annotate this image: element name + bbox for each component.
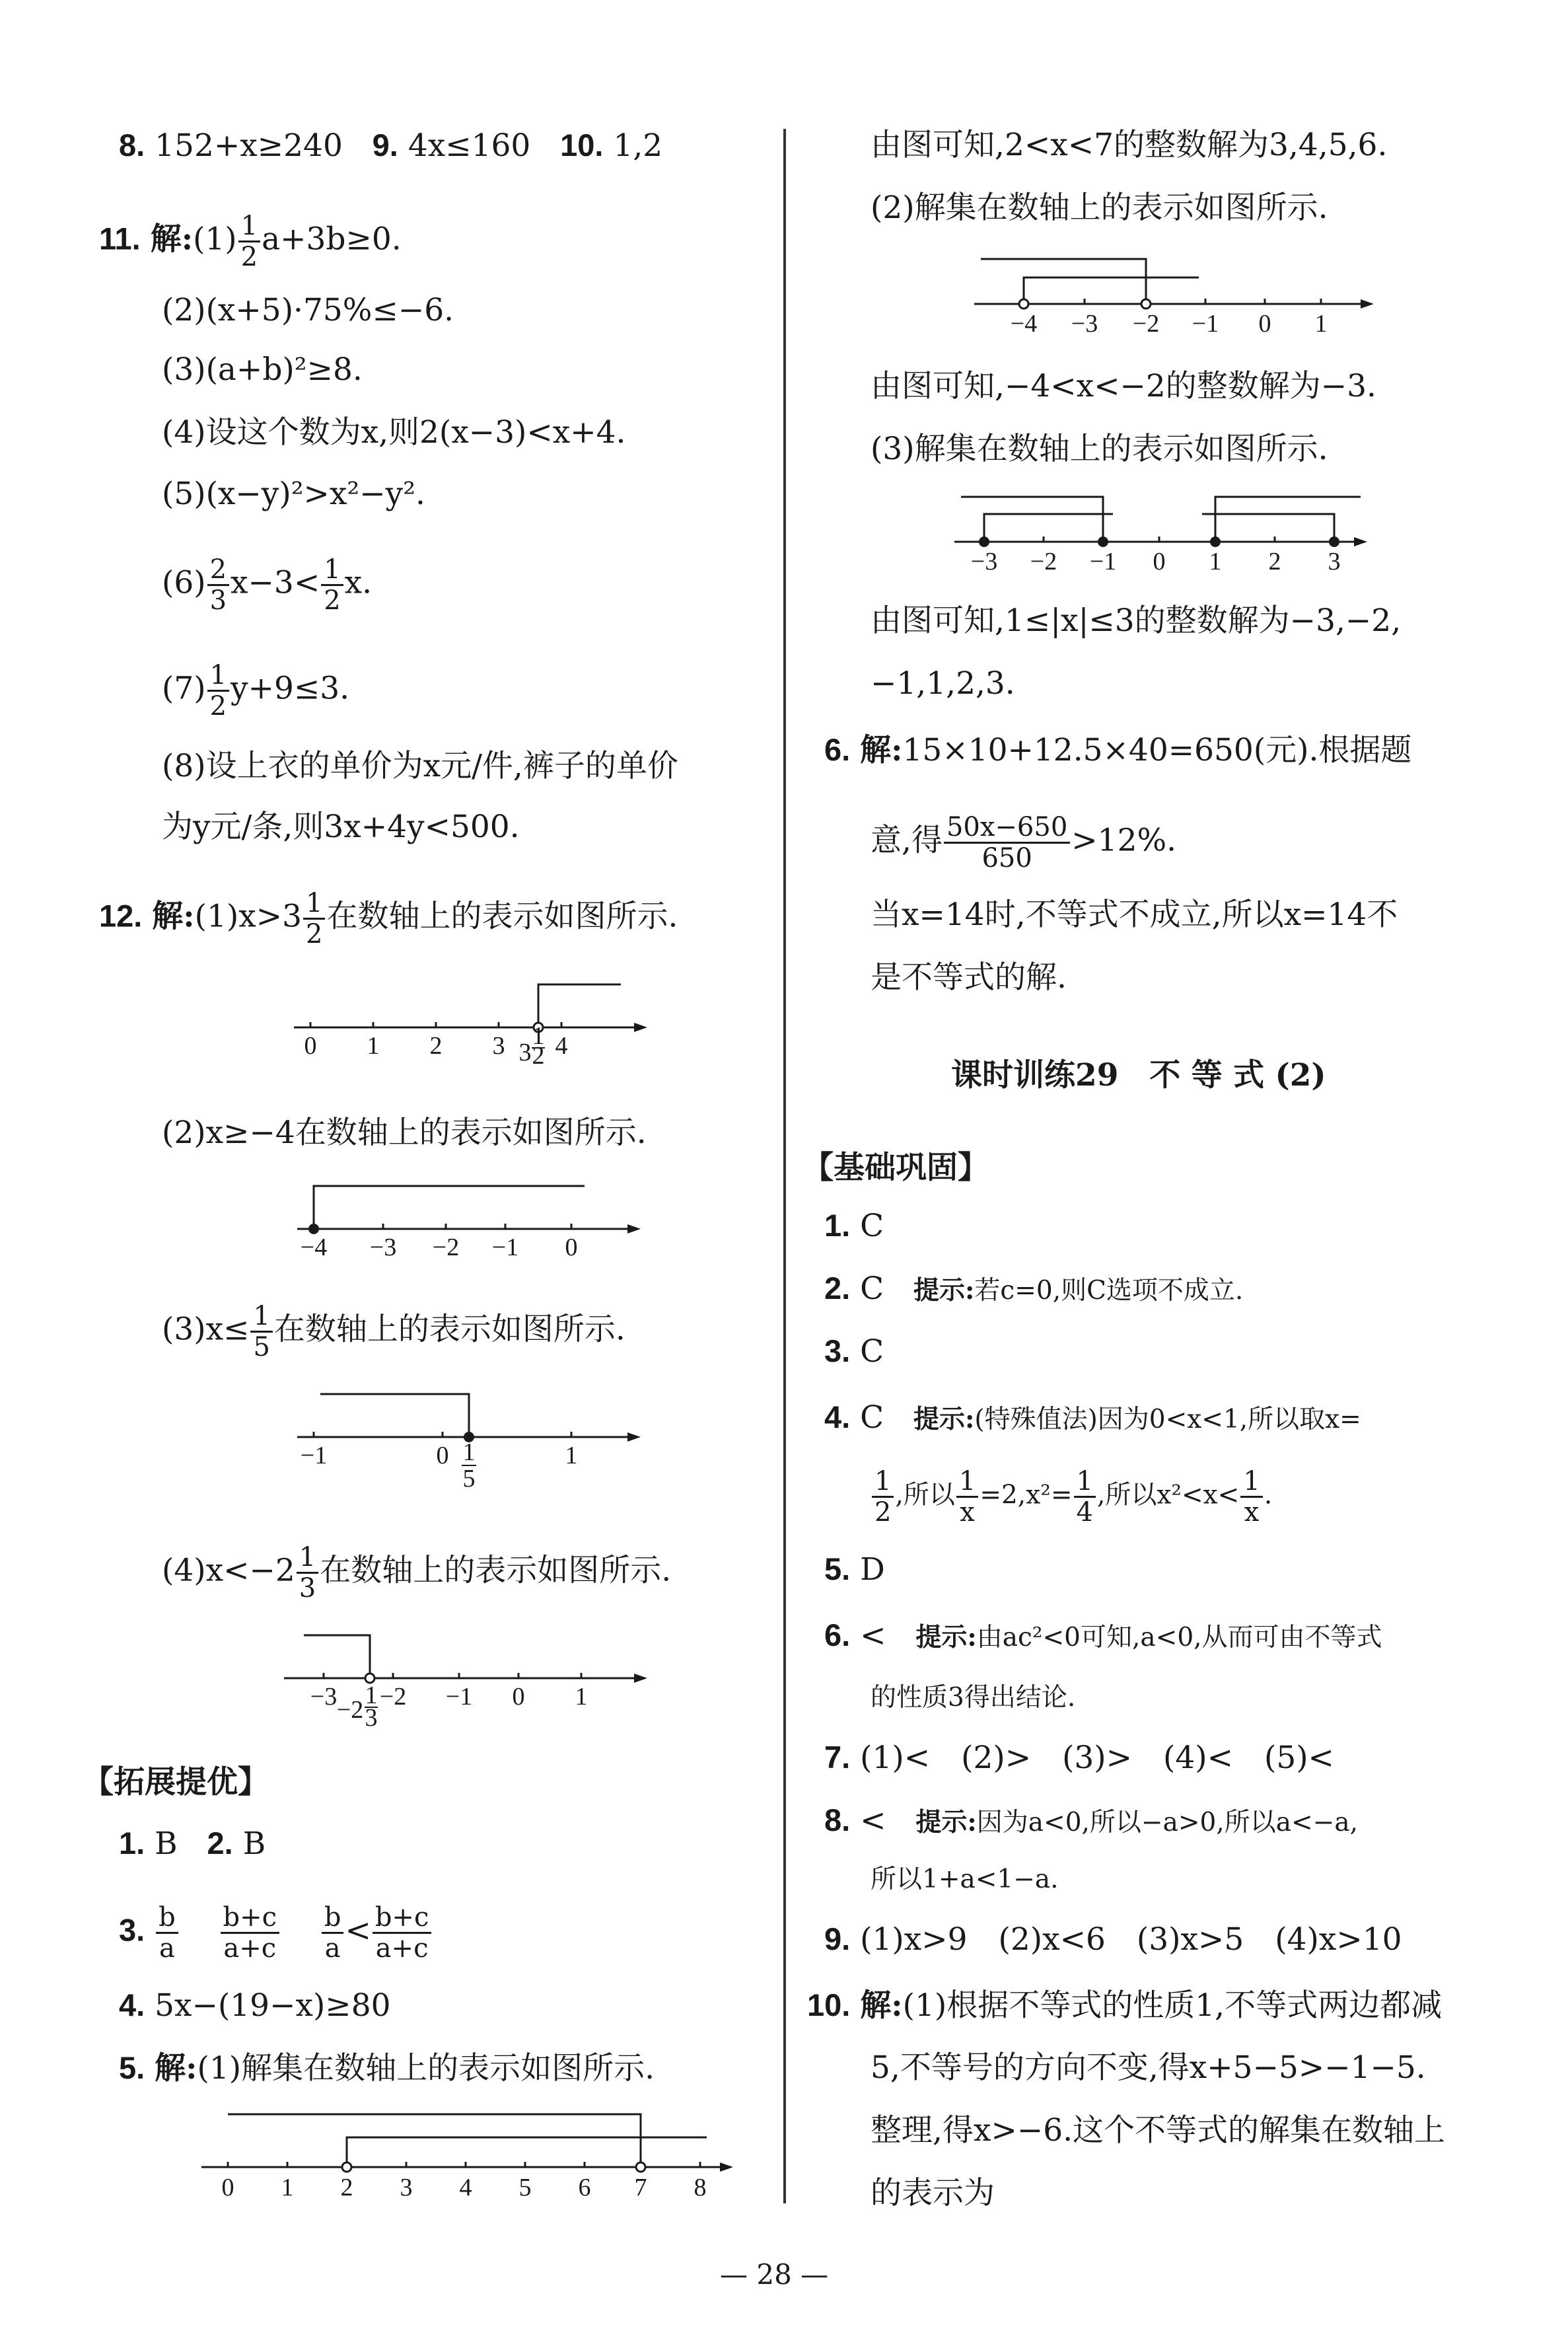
right-line-6: −1,1,2,3. (871, 665, 1015, 702)
answer-text: (1)x>3 (194, 898, 303, 935)
tick-label: 6 (578, 2174, 591, 2201)
hint-text: =2,x²= (980, 1480, 1073, 1510)
basic-10-cont-1: 5,不等号的方向不变,得x+5−5>−1−5. (871, 2049, 1426, 2086)
numerator: b (156, 1903, 178, 1934)
tick-label: −3 (1071, 310, 1098, 338)
denominator: 2 (306, 919, 323, 949)
tick-label: 0 (304, 1032, 317, 1060)
left-upper (961, 497, 1103, 542)
axis-arrow (634, 1023, 647, 1032)
item-number: 9. (372, 128, 398, 163)
tick-label: 2 (429, 1032, 443, 1060)
mark-label: −2 (336, 1696, 364, 1724)
solution-lead: 解: (155, 2050, 197, 2086)
answer-line-ext-1-2 (119, 1824, 266, 1864)
hint-text: ,所以x²<x< (1096, 1480, 1240, 1510)
denominator: 4 (1076, 1497, 1093, 1528)
fraction (872, 1467, 894, 1527)
tick-label: 0 (1258, 310, 1271, 338)
open-circle (1019, 299, 1028, 309)
answer-text: C (860, 1271, 884, 1307)
answer-line-11-7 (162, 661, 349, 721)
tick-label: 1 (1314, 310, 1328, 338)
fraction (207, 555, 229, 615)
numerator: 1 (238, 211, 260, 242)
numerator: 1 (1240, 1467, 1262, 1498)
tick-label: −4 (300, 1234, 328, 1261)
answer-text: C (860, 1333, 884, 1370)
basic-7 (824, 1738, 1334, 1778)
right-line-3: 由图可知,−4<x<−2的整数解为−3. (871, 368, 1376, 404)
numerator: b+c (373, 1903, 432, 1934)
answer-text: (7) (162, 670, 206, 707)
answer-text: 152+x≥240 (155, 128, 343, 164)
tick-label: 3 (400, 2174, 413, 2201)
basic-10-cont-3: 的表示为 (871, 2175, 995, 2211)
answer-line-11-5: (5)(x−y)²>x²−y². (162, 476, 425, 512)
tick-label: 0 (565, 1234, 578, 1261)
fraction (238, 211, 260, 272)
denominator: 2 (874, 1497, 892, 1528)
basic-4-cont (871, 1467, 1272, 1527)
tick-label: 2 (340, 2174, 353, 2201)
answer-text: B (155, 1826, 178, 1862)
basic-4 (824, 1397, 1361, 1440)
item-number: 7. (824, 1740, 851, 1775)
right-line-1: 由图可知,2<x<7的整数解为3,4,5,6. (871, 127, 1388, 163)
mark-numerator: 1 (462, 1438, 476, 1466)
numerator: 1 (1074, 1467, 1096, 1498)
item-number: 5. (119, 2050, 145, 2085)
answer-line-12-2: (2)x≥−4在数轴上的表示如图所示. (162, 1115, 647, 1151)
right-line-2: (2)解集在数轴上的表示如图所示. (871, 190, 1328, 226)
answer-text: C (860, 1399, 884, 1436)
denominator: 5 (253, 1332, 270, 1362)
denominator: a (159, 1933, 175, 1964)
answer-text: 4x≤160 (408, 128, 531, 164)
fraction (303, 889, 325, 949)
solution-lead: 解: (860, 1987, 903, 2024)
answer-text: a+3b≥0. (262, 221, 402, 258)
answer-text: (4)x<−2 (162, 1552, 295, 1589)
hint-label: 提示: (913, 1404, 975, 1434)
tick-label: 3 (1328, 548, 1341, 575)
tick-label: 0 (221, 2174, 234, 2201)
item-number: 1. (119, 1826, 145, 1861)
hint-text: 若c=0,则C选项不成立. (974, 1276, 1244, 1306)
answer-text: (1)< (2)> (3)> (4)< (5)< (860, 1740, 1334, 1776)
basic-1 (824, 1206, 884, 1246)
answer-text: (1)解集在数轴上的表示如图所示. (197, 2050, 655, 2086)
tick-labels (301, 1234, 578, 1261)
closed-dot (308, 1224, 319, 1234)
item-number: 5. (824, 1551, 851, 1586)
right-lower (1202, 514, 1334, 542)
answer-text: y+9≤3. (231, 670, 350, 707)
item-number: 2. (824, 1271, 851, 1306)
fraction (321, 555, 343, 615)
mark-label: 3 (518, 1039, 532, 1064)
fraction (956, 1467, 978, 1527)
solution-lead: 解: (860, 732, 903, 768)
answer-line-12-1 (99, 889, 678, 949)
fraction (1240, 1467, 1262, 1527)
answer-line-11-4: (4)设这个数为x,则2(x−3)<x+4. (162, 414, 626, 451)
item-number: 8. (119, 128, 145, 163)
answer-text: (3)x≤ (162, 1311, 250, 1348)
numerator: b (322, 1903, 344, 1934)
answer-line-ext-5 (119, 2048, 655, 2088)
tick-label: −2 (1132, 310, 1160, 338)
right-upper (1215, 497, 1361, 542)
fraction (250, 1302, 272, 1362)
item-number: 8. (824, 1802, 851, 1837)
right-line-9: 当x=14时,不等式不成立,所以x=14不 (871, 897, 1398, 933)
open-circle (1141, 299, 1151, 309)
answer-line-11-2: (2)(x+5)·75%≤−6. (162, 292, 454, 328)
upper-ray (981, 259, 1146, 304)
basic-3 (824, 1331, 884, 1372)
right-line-7 (824, 730, 1411, 770)
page-number: — 28 — (720, 2258, 829, 2291)
hint-label: 提示: (915, 1807, 977, 1837)
numerator: b+c (221, 1903, 280, 1934)
item-number: 3. (824, 1333, 851, 1368)
axis-arrow (627, 1224, 641, 1234)
answer-text: x−3< (231, 564, 320, 601)
tick-label: −1 (1192, 310, 1219, 338)
numerator: 1 (303, 889, 325, 920)
answer-line-12-3 (162, 1302, 625, 1362)
number-line-x-le-fifth (291, 1387, 647, 1500)
item-number: 4. (824, 1399, 851, 1434)
fraction (297, 1543, 318, 1603)
answer-line-11-8a: (8)设上衣的单价为x元/件,裤子的单价 (162, 748, 678, 784)
answer-text: 15×10+12.5×40=650(元).根据题 (902, 732, 1412, 768)
tick-label: −1 (491, 1234, 519, 1261)
number-line-x-lt-neg2-third (277, 1625, 654, 1738)
hint-text: ,所以 (895, 1480, 955, 1510)
denominator: 2 (324, 585, 341, 616)
fraction (1074, 1467, 1096, 1527)
solution-ray (304, 1635, 370, 1678)
tick-label: 1 (565, 1442, 578, 1469)
answer-text: < (860, 1617, 886, 1654)
answer-line-12-4 (162, 1543, 671, 1603)
numerator: 1 (872, 1467, 894, 1498)
tick-labels (310, 1681, 588, 1732)
item-number: 3. (119, 1912, 145, 1948)
mark-denominator: 5 (462, 1465, 476, 1493)
tick-label: 4 (459, 2174, 472, 2201)
answer-text: 1,2 (613, 128, 663, 164)
solution-lead: 解: (150, 221, 194, 258)
solution-lead: 解: (152, 898, 195, 935)
tick-label: 0 (1153, 548, 1166, 575)
lower-ray (1024, 277, 1199, 304)
answer-text: 在数轴上的表示如图所示. (273, 1311, 625, 1348)
fraction (207, 661, 229, 721)
upper-ray (228, 2114, 641, 2167)
item-number: 6. (824, 732, 851, 767)
answer-text: (1)x>9 (2)x<6 (3)x>5 (4)x>10 (860, 1921, 1402, 1958)
tick-label: −2 (432, 1234, 460, 1261)
fraction (373, 1903, 432, 1963)
tick-label: −3 (970, 548, 998, 575)
open-circle (342, 2162, 351, 2172)
numerator: 2 (207, 555, 229, 586)
number-line-neg4-lt-x-lt-neg2 (971, 251, 1380, 344)
mark-numerator: 1 (365, 1681, 378, 1709)
basic-10-cont-2: 整理,得x>−6.这个不等式的解集在数轴上 (871, 2112, 1446, 2149)
basic-5 (824, 1549, 885, 1590)
tick-label: 4 (555, 1032, 568, 1060)
tick-label: 0 (436, 1442, 449, 1469)
item-number: 6. (824, 1617, 851, 1652)
answer-line-11-6 (162, 555, 372, 615)
item-number: 1. (824, 1208, 851, 1243)
basic-8 (824, 1800, 1358, 1843)
closed-dot (1098, 536, 1108, 547)
right-line-8 (871, 813, 1176, 873)
tick-label: 1 (575, 1683, 588, 1711)
hint-label: 提示: (915, 1622, 977, 1652)
fraction (156, 1903, 178, 1963)
number-line-x-ge-neg4 (291, 1176, 647, 1262)
answer-line-8-10 (119, 126, 662, 166)
fraction (322, 1903, 344, 1963)
numerator: 50x−650 (944, 813, 1070, 844)
lesson-title: 课时训练29 不 等 式 (2) (951, 1057, 1326, 1093)
numerator: 1 (250, 1302, 272, 1333)
denominator: 3 (209, 585, 227, 616)
tick-labels (222, 2174, 707, 2201)
tick-label: 5 (518, 2174, 532, 2201)
tick-label: 1 (281, 2174, 294, 2201)
lower-ray (347, 2137, 707, 2167)
closed-dot (1210, 536, 1221, 547)
section-heading-extension: 【拓展提优】 (83, 1764, 269, 1800)
number-line-1-le-absx-le-3 (951, 489, 1374, 581)
denominator: 2 (209, 691, 227, 721)
hint-label: 提示: (913, 1275, 975, 1306)
answer-text: B (242, 1826, 266, 1862)
item-number: 4. (119, 1987, 145, 2022)
column-divider (783, 129, 786, 2203)
number-line-x-gt-3.5 (284, 971, 654, 1064)
right-line-10: 是不等式的解. (871, 959, 1067, 996)
basic-2 (824, 1269, 1243, 1311)
basic-6-cont: 的性质3得出结论. (871, 1683, 1076, 1713)
tick-label: 8 (694, 2174, 707, 2201)
closed-dot (979, 536, 989, 547)
tick-label: −1 (1089, 548, 1117, 575)
tick-label: 0 (512, 1683, 525, 1711)
numerator: 1 (956, 1467, 978, 1498)
mark-denominator: 3 (365, 1704, 378, 1732)
mark-denominator: 2 (532, 1042, 545, 1064)
tick-label: −4 (1010, 310, 1038, 338)
fraction (944, 813, 1070, 873)
item-number: 10. (560, 128, 604, 163)
tick-labels (971, 548, 1341, 575)
axis-arrow (720, 2162, 733, 2172)
answer-line-11-3: (3)(a+b)²≥8. (162, 351, 363, 388)
item-number: 2. (207, 1826, 233, 1861)
solution-ray (538, 984, 621, 1027)
answer-text: D (860, 1551, 885, 1588)
axis-arrow (627, 1432, 641, 1442)
tick-label: −1 (445, 1683, 473, 1711)
denominator: 650 (981, 843, 1032, 873)
tick-label: 2 (1268, 548, 1281, 575)
numerator: 1 (297, 1543, 318, 1574)
basic-10 (807, 1985, 1442, 2026)
tick-label: −2 (379, 1683, 407, 1711)
section-heading-basic: 【基础巩固】 (802, 1150, 989, 1186)
right-line-4: (3)解集在数轴上的表示如图所示. (871, 431, 1328, 467)
tick-label: 3 (492, 1032, 505, 1060)
hint-text: (特殊值法)因为0<x<1,所以取x= (974, 1405, 1361, 1434)
hint-text: 因为a<0,所以−a>0,所以a<−a, (976, 1808, 1358, 1837)
answer-text: x. (344, 564, 373, 601)
item-number: 12. (99, 898, 143, 934)
denominator: 2 (240, 242, 258, 272)
basic-8-cont: 所以1+a<1−a. (871, 1864, 1059, 1894)
tick-label: 1 (367, 1032, 380, 1060)
tick-label: −1 (300, 1442, 328, 1469)
item-number: 11. (99, 221, 141, 256)
answer-text: < (345, 1912, 371, 1949)
answer-line-11-8b: 为y元/条,则3x+4y<500. (162, 809, 520, 845)
denominator: 3 (299, 1573, 316, 1604)
answer-text: 在数轴上的表示如图所示. (320, 1552, 672, 1589)
right-line-5: 由图可知,1≤|x|≤3的整数解为−3,−2, (871, 603, 1402, 639)
mark-numerator: 1 (532, 1022, 545, 1050)
tick-label: −2 (1030, 548, 1057, 575)
denominator: a (324, 1933, 341, 1964)
answer-text: (1) (193, 221, 237, 258)
denominator: a+c (223, 1933, 277, 1964)
tick-label: −3 (310, 1683, 338, 1711)
basic-6 (824, 1615, 1382, 1658)
axis-arrow (1361, 299, 1374, 309)
denominator: a+c (375, 1933, 429, 1964)
fraction (221, 1903, 280, 1963)
answer-text: C (860, 1208, 884, 1244)
answer-text: 在数轴上的表示如图所示. (326, 898, 678, 935)
item-number: 10. (807, 1987, 851, 2022)
hint-text: 由ac²<0可知,a<0,从而可由不等式 (976, 1623, 1382, 1652)
solution-ray (314, 1186, 585, 1229)
answer-text: (1)根据不等式的性质1,不等式两边都减 (902, 1987, 1443, 2024)
closed-dot (1329, 536, 1339, 547)
answer-text: 5x−(19−x)≥80 (155, 1987, 391, 2024)
numerator: 1 (207, 661, 229, 692)
answer-text: (6) (162, 564, 206, 601)
denominator: x (1244, 1497, 1260, 1528)
axis-arrow (1354, 537, 1367, 546)
answer-text: 意,得 (871, 822, 943, 859)
open-circle (636, 2162, 645, 2172)
numerator: 1 (321, 555, 343, 586)
answer-text: >12%. (1071, 822, 1177, 859)
tick-label: 7 (634, 2174, 647, 2201)
tick-labels (301, 1438, 578, 1493)
tick-label: −3 (369, 1234, 397, 1261)
answer-line-ext-3 (119, 1903, 433, 1963)
solution-ray (320, 1394, 469, 1437)
axis-arrow (634, 1674, 647, 1683)
hint-text: . (1264, 1480, 1273, 1510)
denominator: x (960, 1497, 975, 1528)
answer-line-11-1 (99, 211, 402, 272)
answer-line-ext-4 (119, 1985, 391, 2026)
left-lower (984, 514, 1113, 542)
tick-labels (1011, 310, 1328, 338)
item-number: 9. (824, 1921, 851, 1956)
tick-label: 1 (1209, 548, 1222, 575)
number-line-2-lt-x-lt-7 (198, 2104, 740, 2203)
basic-9 (824, 1919, 1402, 1960)
answer-text: < (860, 1802, 886, 1839)
